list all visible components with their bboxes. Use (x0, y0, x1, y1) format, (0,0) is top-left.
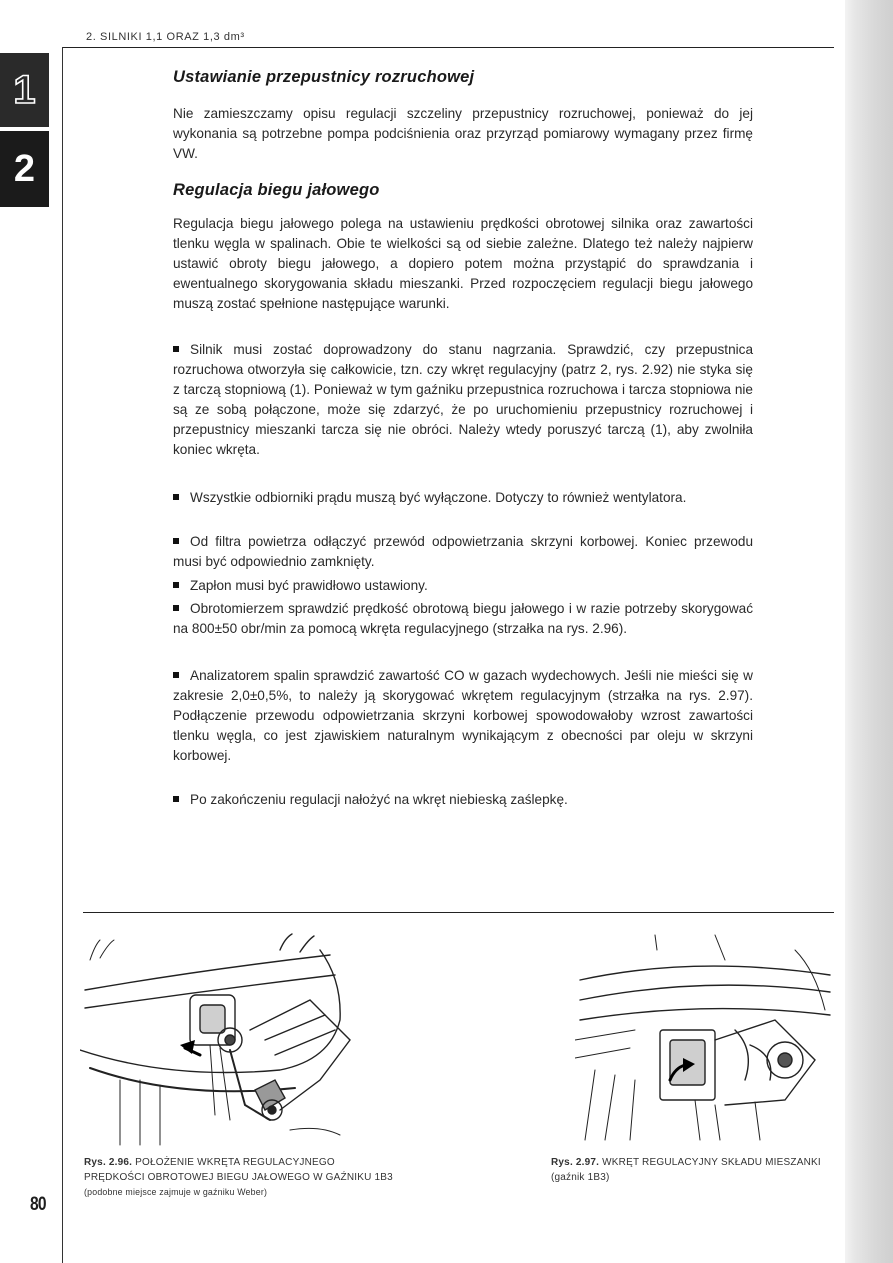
figure-2-97-illustration (575, 930, 835, 1145)
caption-line: PRĘDKOŚCI OBROTOWEJ BIEGU JAŁOWEGO W GAŹNIKU 1B3 (84, 1172, 393, 1183)
figure-2-96-caption (84, 1155, 424, 1200)
page-edge-shadow (845, 0, 893, 1263)
bullet-list (173, 340, 753, 460)
section-idle-adjust-intro (173, 214, 753, 314)
caption-line: POŁOŻENIE WKRĘTA REGULACYJNEGO (135, 1157, 335, 1168)
caption-line: WKRĘT REGULACYJNY SKŁADU MIESZANKI (602, 1157, 821, 1168)
bullet-list (173, 532, 753, 572)
figure-number: Rys. 2.96. (84, 1157, 133, 1168)
bullet-list (173, 599, 753, 639)
bullet-list (173, 790, 753, 810)
bullet-item: Analizatorem spalin sprawdzić zawartość CO w gazach wydechowych. Jeśli nie mieści się w zakresie 2,0±0,5%, to należy ją skorygować wkrętem regulacyjnym (strzałka na rys. 2.97). Podłączenie przewodu odpowietrzania skrzyni korbowej spowodowałoby wzrost zawartości tlenku węgla, co jest zjawiskiem naturalnym wynikającym z obecności par oleju w skrzyni korbowej. (173, 666, 753, 766)
bullet-item: Wszystkie odbiorniki prądu muszą być wyłączone. Dotyczy to również wentylatora. (173, 488, 753, 508)
bullet-list (173, 488, 753, 508)
bullet-item: Od filtra powietrza odłączyć przewód odpowietrzania skrzyni korbowej. Koniec przewodu musi być odpowiednio zamknięty. (173, 532, 753, 572)
chapter-tab-2[interactable]: 2 (0, 131, 49, 207)
left-margin-rule (62, 47, 63, 1263)
paragraph: Regulacja biegu jałowego polega na ustawieniu prędkości obrotowej silnika oraz zawartości tlenku węgla w spalinach. Obie te wielkości są od siebie zależne. Dlatego też należy najpierw ustawić obroty biegu jałowego, a dopiero potem można przystąpić do sprawdzania i ewentualnego skorygowania składu mieszanki. Przed rozpoczęciem regulacji biegu jałowego muszą zostać spełnione następujące warunki. (173, 216, 753, 311)
header-rule (63, 47, 834, 48)
chapter-tab-1[interactable]: 1 (0, 53, 49, 127)
section-heading: Ustawianie przepustnicy rozruchowej (173, 68, 475, 86)
figures-divider (83, 912, 834, 913)
bullet-item: Silnik musi zostać doprowadzony do stanu nagrzania. Sprawdzić, czy przepustnica rozruchowa otworzyła się całkowicie, tzn. czy wkręt regulacyjny (patrz 2, rys. 2.92) nie styka się z tarczą stopniową (1). Ponieważ w tym gaźniku przepustnica rozruchowa i tarcza stopniowa nie są ze sobą połączone, może się zdarzyć, że po uruchomieniu przepustnicy rozruchowej i przepustnicy mieszanki tarcza się nie obróci. Należy wtedy poruszyć tarczą (1), aby zwolniła koniec wkręta. (173, 340, 753, 460)
section-starter-valve-body (173, 104, 753, 164)
bullet-list (173, 666, 753, 766)
figure-number: Rys. 2.97. (551, 1157, 600, 1168)
section-heading: Regulacja biegu jałowego (173, 181, 380, 199)
running-header: 2. SILNIKI 1,1 ORAZ 1,3 dm³ (86, 31, 245, 43)
caption-note: (gaźnik 1B3) (551, 1172, 610, 1183)
figure-2-96-illustration (80, 930, 370, 1150)
caption-note: (podobne miejsce zajmuje w gaźniku Weber) (84, 1187, 268, 1197)
bullet-list (173, 576, 753, 596)
bullet-item: Obrotomierzem sprawdzić prędkość obrotową biegu jałowego i w razie potrzeby skorygować na 800±50 obr/min za pomocą wkręta regulacyjnego (strzałka na rys. 2.96). (173, 599, 753, 639)
figure-2-97-caption (551, 1155, 836, 1185)
bullet-item: Zapłon musi być prawidłowo ustawiony. (173, 576, 753, 596)
paragraph: Nie zamieszczamy opisu regulacji szczeliny przepustnicy rozruchowej, ponieważ do jej wykonania są potrzebne pompa podciśnienia oraz przyrząd pomiarowy wymagany przez firmę VW. (173, 106, 753, 161)
section-starter-valve (173, 68, 753, 87)
section-idle-adjust (173, 181, 753, 200)
page-number: 80 (30, 1194, 46, 1215)
bullet-item: Po zakończeniu regulacji nałożyć na wkręt niebieską zaślepkę. (173, 790, 753, 810)
